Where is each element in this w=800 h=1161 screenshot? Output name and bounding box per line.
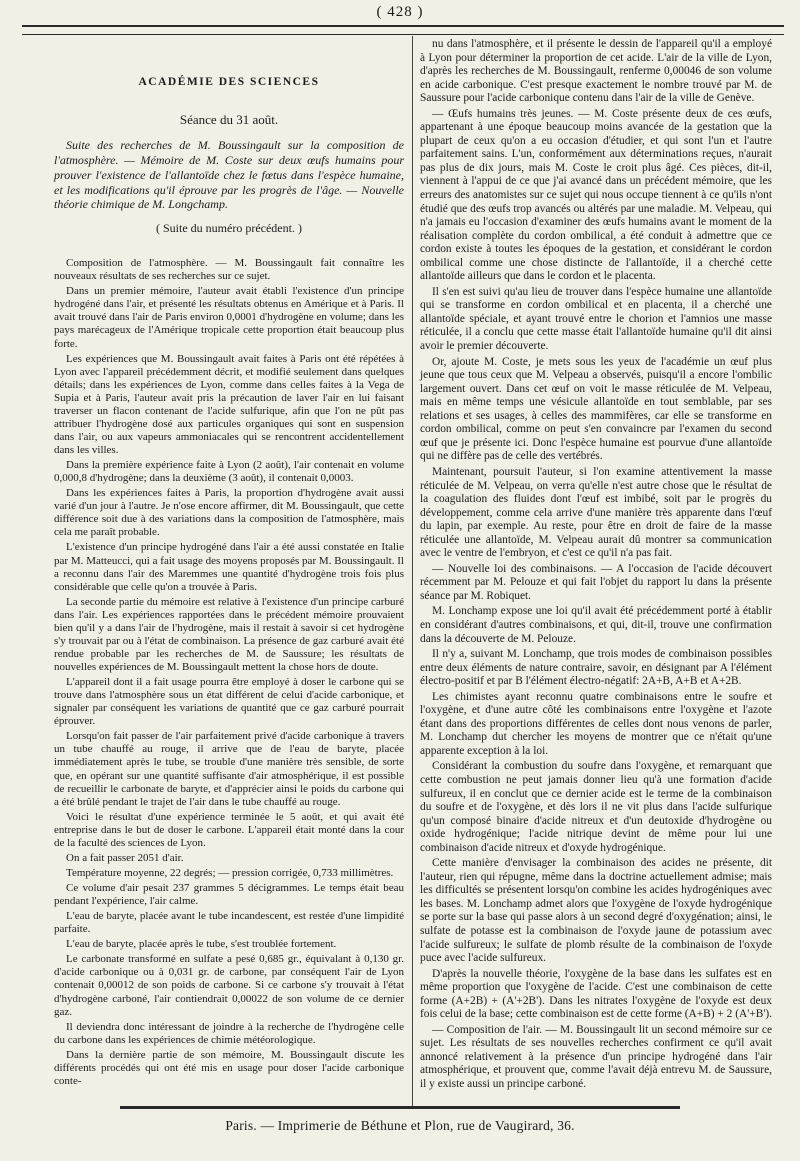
paragraph: Dans un premier mémoire, l'auteur avait établi l'existence d'un principe hydrogéné dans l'air, et présenté les résultats obtenus en Amérique et à Paris. Il avait trouvé dans l'air de Paris environ 0,0001 d'hydrogène en volume; dans les pays marécageux de l'Amérique tropicale cette proportion était beaucoup plus forte. [54,285,404,350]
paragraph: On a fait passer 2051 d'air. [66,851,184,864]
session-summary: Suite des recherches de M. Boussingault sur la composition de l'atmosphère. — Mémoire de M. Coste sur deux œufs humains pour prouver l'existence de l'allantoïde chez le fœtus dans l'espèce humaine, et les modifications qu'il éprouve par les progrès de l'âge. — Nouvelle théorie chimique de M. Longchamp. [54,138,404,212]
paragraph: La seconde partie du mémoire est relative à l'existence d'un principe carburé dans l'air. Les expériences rapportées dans le précédent mémoire prouvaient bien qu'il y a dans l'air de l'hydrogène, mais il restait à savoir si cet hydrogène s'y trouvait par ou à l'état de combinaison. La présence de gaz carburé avait été rendue probable par les recherches de M. de Saussure; les résultats de nouvelles expériences de M. Boussingault mettent la chose hors de doute. [54,595,404,674]
paragraph: Considérant la combustion du soufre dans l'oxygène, et remarquant que cette combustion ne peut jamais donner lieu qu'à une formation d'acide sulfureux, il en conclut que ce dernier acide est le terme de la combinaison du soufre et de l'oxygène, et dès lors il ne vit plus dans l'acide sulfurique qu'un composé binaire d'acide nitreux et d'un deutoxide d'hydrogène ou oxide hydrogénique; l'acide nitrique devint de même pour lui une combinaison d'acide nitreux et d'oxyde hydrogénique. [420,760,772,854]
paragraph: — Nouvelle loi des combinaisons. — A l'occasion de l'acide découvert récemment par M. Pelouze et qui fait l'objet du rapport lu dans la présente séance par M. Robiquet. [420,562,772,602]
paragraph: Dans la première expérience faite à Lyon (2 août), l'air contenait en volume 0,000,8 d'hydrogène; dans la deuxième (3 août), il contenait 0,0003. [54,459,404,485]
top-rule [22,25,784,35]
paragraph: Il n'y a, suivant M. Lonchamp, que trois modes de combinaison possibles entre deux éléments de nature contraire, savoir, en désignant par A l'élément électro-positif et par B l'élément électro-négatif: 2A+B, A+B et A+2B. [420,648,772,688]
paragraph: Les chimistes ayant reconnu quatre combinaisons entre le soufre et l'oxygène, et d'une autre côté les combinaisons entre l'oxygène et l'azote étant dans des proportions différentes de celles dont nous venons de parler, M. Lonchamp dut chercher les moyens de montrer que ce n'était qu'une apparente exception à la loi. [420,690,772,757]
bottom-rule [120,1106,680,1112]
paragraph: Lorsqu'on fait passer de l'air parfaitement privé d'acide carbonique à travers un tube chauffé au rouge, il arrive que de l'eau de baryte, placée immédiatement après le tube, se trouble d'une manière très sensible, de sorte que, en opérant sur une quantité suffisante d'air atmosphérique, il est possible de recueillir le carbonate de baryte, et d'apprécier ainsi le poids du carbone qui a été brûlé pendant le trajet de l'air dans le tube chauffé au rouge. [54,730,404,808]
paragraph: — Composition de l'air. — M. Boussingault lit un second mémoire sur ce sujet. Les résultats de ses nouvelles recherches confirment ce qu'il avait annoncé relativement à la présence d'un principe hydrogéné dans l'air atmosphérique, et prouvent que, comme l'avait déjà entrevu M. de Saussure, il y existe aussi un principe carboné. [420,1023,772,1091]
paragraph: Dans les expériences faites à Paris, la proportion d'hydrogène avait aussi varié d'un jour à l'autre. Je n'ose encore affirmer, dit M. Boussingault, que cette différence soit due à des variations dans la composition de l'atmosphère, mais cela me paraît probable. [54,487,404,539]
paragraph: Composition de l'atmosphère. — M. Boussingault fait connaître les nouveaux résultats de ses recherches sur ce sujet. [54,257,404,283]
paragraph: Le carbonate transformé en sulfate a pesé 0,685 gr., équivalant à 0,130 gr. d'acide carbonique ou à 0,031 gr. de carbone, par conséquent l'air de Lyon contenait 0,00012 de son poids de carbone. Si ce carbone s'y trouvait à l'état d'hydrogène carboné, l'air contiendrait 0,00022 de son volume de ce dernier gaz. [54,953,404,1018]
left-column-body [54,257,404,1088]
paragraph: L'eau de baryte, placée avant le tube incandescent, est restée d'une limpidité parfaite. [54,910,404,936]
paragraph: L'appareil dont il a fait usage pourra être employé à doser le carbone qui se trouve dans l'atmosphère sous un état différent de celui d'acide carbonique, et signaler par conséquent les variations de quantité que ce gaz carburé pourrait éprouver. [54,676,404,728]
left-column [54,38,404,1090]
paragraph: Il s'en est suivi qu'au lieu de trouver dans l'espèce humaine une allantoïde qui se transforme en cordon ombilical et en placenta, il a cherché une allantoïde spéciale, et ayant trouvé entre le chorion et l'amnios une masse réticulée, il a conclu que cette masse était l'allantoïde humaine qu'il dit ainsi avoir le premier découverte. [420,285,772,353]
right-column-body [420,38,772,1092]
paragraph: Cette manière d'envisager la combinaison des acides ne présente, dit l'auteur, rien qui répugne, même dans la doctrine actuellement admise; mais les difficultés se présentent lorsqu'on combine les acides hydrogéniques avec les bases. M. Lonchamp admet alors que l'oxygène de l'oxyde hydrogénique se porte sur la base qui passe alors à un second degré d'oxygénation; ainsi, le sulfate de potasse est la combinaison de l'oxyde jaune de potassium avec l'acide sulfureux; le sulfate de plomb résulte de la combinaison de l'oxyde puce avec l'acide sulfureux. [420,857,772,965]
paragraph: Ce volume d'air pesait 237 grammes 5 décigrammes. Le temps était beau pendant l'expérience, l'air calme. [54,882,404,908]
paragraph: Or, ajoute M. Coste, je mets sous les yeux de l'académie un œuf plus jeune que tous ceux que M. Velpeau a observés, puisqu'il a encore l'ombilic largement ouvert. Dans cet œuf on voit le masse réticulée de M. Velpeau, mais en même temps une vésicule allantoïde en tout semblable, par ses relations et ses usages, à celles des mammifères, car elle se transforme en cordon ombilical, comme on peut s'en convaincre par l'examen du second œuf que je présente ici. Donc l'espèce humaine est pourvue d'une allantoïde qui ne diffère pas de celle des vertébrés. [420,355,772,463]
paragraph: Température moyenne, 22 degrés; — pression corrigée, 0,733 millimètres. [66,866,394,879]
column-divider [412,36,413,1109]
paragraph: L'existence d'un principe hydrogéné dans l'air a été aussi constatée en Italie par M. Matteucci, qui a fait usage des moyens proposés par M. Boussingault. Il a reconnu dans l'air des Maremmes une quantité d'hydrogène trois fois plus considérable que celle qu'on a trouvée à Paris. [54,541,404,593]
session-heading: Séance du 31 août. [179,112,279,128]
continued-note: ( Suite du numéro précédent. ) [156,221,302,236]
paragraph: L'eau de baryte, placée après le tube, s'est troublée fortement. [66,938,337,951]
paragraph: — Œufs humains très jeunes. — M. Coste présente deux de ces œufs, appartenant à une époque beaucoup moins avancée de la gestation que la plupart de ceux qu'on a eu occasion d'étudier, et qui sont l'un et l'autre parfaitement sains. L'un, conformément aux déterminations reçues, n'aurait pas plus de dix jours, mais M. Coste le croit plus âgé. Ces pièces, dit-il, viennent à l'appui de ce que j'ai avancé dans un précédent mémoire, que les erreurs des anatomistes sur ce sujet qui nous occupe tiennent à ce qu'ils n'ont étudié que des œufs trop avancés ou altérés par une maladie. M. Velpeau, qui n'a jamais eu l'occasion d'examiner des œufs humains avant le moment de la réalisation complète du cordon ombilical, a été conduit à admettre que ce cordon existe à toutes les époques de la gestation, et considérant le cordon ombilical comme une chose distincte de l'allantoïde, il a cherché cette allantoïde ailleurs que dans le cordon et le placenta. [420,107,772,283]
paragraph: nu dans l'atmosphère, et il présente le dessin de l'appareil qu'il a employé à Lyon pour déterminer la proportion de cet acide. L'air de la ville de Lyon, d'après les recherches de M. Boussingault, renferme 0,00046 de son volume en acide carbonique. C'est presque exactement le nombre trouvé par M. de Saussure pour l'acide carbonique contenu dans l'air de la ville de Genève. [420,38,772,105]
paragraph: Dans la dernière partie de son mémoire, M. Boussingault discute les différents procédés qui ont été mis en usage pour doser l'acide carbonique conte- [54,1048,404,1087]
paragraph: Maintenant, poursuit l'auteur, si l'on examine attentivement la masse réticulée de M. Velpeau, on verra qu'elle n'est autre chose que le résultat de la coagulation des fluides dont l'œuf est imbibé, soit par le progrès du développement, comme cela arrive d'une manière très apparente dans l'œuf du lapin, par exemple. Au reste, pour être en droit de faire de la masse réticulée une allantoïde, M. Velpeau aurait dû montrer sa communication avec le ventre de l'embryon, et c'est ce qu'il n'a pas fait. [420,465,772,560]
right-column [420,38,772,1094]
paragraph: M. Lonchamp expose une loi qu'il avait été précédemment porté à établir en considérant d'autres combinaisons, et qui, dit-il, trouve une confirmation dans la découverte de M. Pelouze. [420,605,772,645]
paragraph: Il deviendra donc intéressant de joindre à la recherche de l'hydrogène celle du carbone dans les expériences de chimie météorologique. [54,1020,404,1046]
page-number: ( 428 ) [376,4,424,20]
section-title: ACADÉMIE DES SCIENCES [138,76,320,88]
printer-imprint: Paris. — Imprimerie de Béthune et Plon, rue de Vaugirard, 36. [225,1118,575,1133]
paragraph: Les expériences que M. Boussingault avait faites à Paris ont été répétées à Lyon avec l'appareil précédemment décrit, et modifié seulement dans quelques détails; dans les expériences de Lyon, comme dans celles faites à la Vega de Supia et à Paris, l'auteur avait pris la précaution de laver l'air en lui faisant traverser un flacon contenant de l'acide sulfurique, afin que l'on ne pût pas attribuer l'hydrogène dosé aux particules organiques qui sont en suspension dans l'air, ou aux vapeurs ammoniacales qui se rencontrent accidentellement dans les villes. [54,352,404,457]
paragraph: Voici le résultat d'une expérience terminée le 5 août, et qui avait été entreprise dans le but de doser le carbone. L'appareil était monté dans la cour de la faculté des sciences de Lyon. [54,810,404,849]
paragraph: D'après la nouvelle théorie, l'oxygène de la base dans les sulfates est en même proportion que l'oxygène de l'acide. C'est une combinaison de cette forme (A+2B) + (A'+2B'). Dans les nitrates l'oxygène de l'oxyde est deux fois celui de la base; cette combinaison est de cette forme (A+B) + 2 (A'+B'). [420,967,773,1021]
